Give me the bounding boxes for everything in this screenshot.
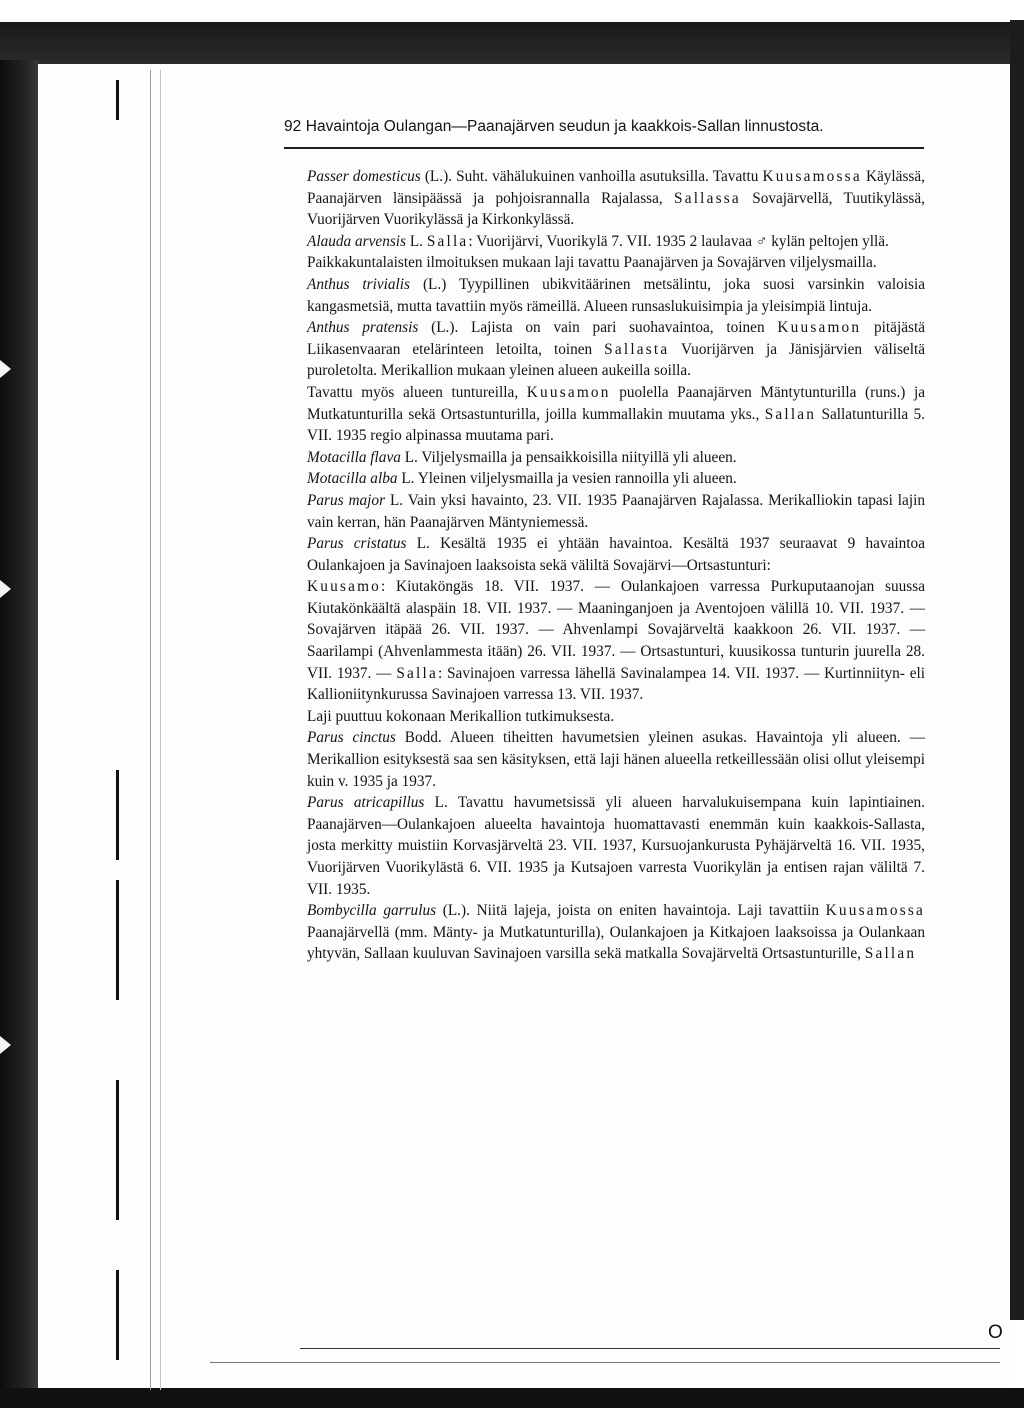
species-name: Anthus trivialis (307, 275, 411, 293)
paragraph (285, 706, 925, 728)
paragraph-text: L. Viljelysmailla ja pensaikkoisilla niityillä yli alueen. (400, 448, 737, 466)
paragraph-text: pitäjästä Liikasenvaaran etelärinteen letoilta, toinen (307, 319, 925, 358)
paragraph (285, 382, 925, 447)
spaced-locality: Kuusamossa (825, 902, 925, 920)
spaced-locality: Sallasta (604, 340, 670, 358)
running-title: Havaintoja Oulangan—Paanajärven seudun ja kaakkois-Sallan linnustosta. (305, 118, 824, 135)
paragraph-text: (L.) Tyypillinen ubikvitäärinen metsälintu, joka suosi varsinkin valoisia kangasmetsiä, mutta tavattiin myös rämeillä. Alueen runsaslukuisimpia ja yleisimpiä lintuja. (307, 275, 925, 315)
paragraph-text: Paikkakuntalaisten ilmoituksen mukaan laji tavattu Paanajärven ja Sovajärven viljelysmailla. (307, 254, 877, 272)
paragraph (285, 447, 925, 469)
article-body (285, 166, 925, 965)
species-name: Parus cristatus (307, 535, 407, 553)
paragraph-text: Bodd. Alueen tiheitten havumetsien yleinen asukas. Havaintoja yli alueen. — Merikallion esityksestä saa sen käsityksen, että laji hänen alueella retkeillessään olisi ollut yleisempi kuin v. 1935 ja 1937. (307, 729, 925, 790)
species-name: Parus atricapillus (307, 794, 425, 812)
species-name: Alauda arvensis (307, 232, 406, 250)
paragraph-text: L. Yleinen viljelysmailla ja vesien rannoilla yli alueen. (397, 470, 737, 488)
spaced-locality: Sallan (864, 945, 917, 963)
species-name: Parus major (307, 491, 386, 509)
scan-notch (0, 1036, 11, 1054)
scan-left-edge (0, 60, 38, 1400)
spaced-locality: Kuusamon (526, 383, 611, 401)
bottom-rule (300, 1348, 1000, 1349)
paragraph-text: L. Vain yksi havainto, 23. VII. 1935 Paanajärven Rajalassa. Merikalliokin tapasi lajin vain kerran, hän Paanajärven Mäntyniemessä. (307, 491, 925, 531)
margin-mark: O (988, 1322, 1003, 1343)
bottom-rule (210, 1362, 1000, 1363)
scan-right-edge (1010, 20, 1024, 1320)
paragraph-text: : Vuorijärvi, Vuorikylä 7. VII. 1935 2 laulavaa ♂ kylän peltojen yllä. (468, 232, 889, 250)
spaced-locality: Sallan (764, 405, 817, 423)
spaced-locality: Kuusamon (777, 319, 862, 337)
species-name: Bombycilla garrulus (307, 902, 437, 920)
scan-top-edge (0, 22, 1024, 64)
page-number: 92 (284, 118, 302, 135)
scan-notch (0, 360, 11, 378)
paragraph-text: Paanajärvellä (mm. Mänty- ja Mutkatunturilla), Oulankajoen ja Kitkajoen laaksoissa ja Oulankaan yhtyvän, Sallaan kuuluvan Savinajoen varsilla sekä matkalla Sovajärveltä Ortsastunturille, (307, 923, 925, 963)
species-name: Passer domesticus (307, 168, 421, 185)
paragraph (285, 533, 925, 576)
paragraph-text: : Kiutaköngäs 18. VII. 1937. — Oulankajoen varressa Purkuputaanojan suussa Kiutakönkäältä alaspäin 18. VII. 1937. — Maaninganjoen ja Aventojoen välillä 10. VII. 1937. — Sovajärven itäpää 26. VII. 1937. — Ahvenlampi Sovajärveltä kaakkoon 26. VII. 1937. — Saarilampi (Ahvenlammesta itään) 26. VII. 1937. — Ortsastunturi, kuusikossa tunturin juurella 28. VII. 1937. — (307, 578, 925, 682)
paragraph-text: (L.). Niitä lajeja, joista on eniten havaintoja. Laji tavattiin (436, 902, 826, 920)
paragraph-text: : Savinajoen varressa lähellä Savinalampea 14. VII. 1937. — Kurtinniityn- eli Kallioniitynkurussa Savinajoen varressa 13. VII. 1937. (307, 664, 925, 704)
spaced-locality: Salla (426, 232, 469, 250)
paragraph-text: L. Tavattu havumetsissä yli alueen harvalukuisempana kuin lapintiainen. Paanajärven—Oulankajoen alueelta havaintoja huomattavasti enemmän kuin kaakkois-Sallasta, josta merkitty muistiin Korvasjärveltä 23. VII. 1937, Kursuojankurusta Pyhäjärveltä 16. VII. 1935, Vuorijärven Vuorikylästä 6. VII. 1935 ja Kutsajoen varresta Vuorikylän ja entisen rajan väliltä 7. VII. 1935. (307, 794, 925, 898)
spaced-locality: Salla (396, 664, 438, 682)
paragraph (285, 900, 925, 965)
paragraph (285, 727, 925, 792)
paragraph-text: Tavattu myös alueen tuntureilla, (307, 383, 527, 401)
binding-marks (116, 70, 122, 1370)
paragraph (285, 317, 925, 382)
page-fold-line (150, 70, 151, 1390)
scan-notch (0, 580, 11, 598)
spaced-locality: Kuusamossa (762, 168, 862, 185)
paragraph-text: puolella Paanajärven Mäntytunturilla (runs.) ja Mutkatunturilla sekä Ortsastunturilla, joilla kummallakin muutama yks., (307, 383, 925, 423)
paragraph (285, 468, 925, 490)
species-name: Motacilla flava (307, 448, 401, 466)
page-fold-line (160, 70, 161, 1390)
paragraph-text: L. Kesältä 1935 ei yhtään havaintoa. Kesältä 1937 seuraavat 9 havaintoa Oulankajoen ja Savinajoen laaksoista sekä väliltä Sovajärvi—Ortsastunturi: (307, 535, 925, 574)
spaced-locality: Kuusamo (307, 578, 382, 596)
paragraph-text: (L.). Suht. vähälukuinen vanhoilla asutuksilla. Tavattu (420, 168, 763, 185)
paragraph-text: Käylässä, Paanajärven länsipäässä ja pohjoisrannalla Rajalassa, (307, 168, 925, 207)
paragraph-text: Laji puuttuu kokonaan Merikallion tutkimuksesta. (307, 707, 615, 725)
paragraph-text: Sovajärvellä, Tuutikylässä, Vuorijärven Vuorikylässä ja Kirkonkylässä. (307, 189, 925, 229)
paragraph-text: L. (406, 232, 427, 250)
header-rule (284, 147, 924, 149)
paragraph (285, 231, 925, 253)
paragraph-text: Sallatunturilla 5. VII. 1935 regio alpinassa muutama pari. (307, 405, 925, 445)
species-name: Motacilla alba (307, 470, 398, 488)
paragraph-text: Vuorijärven ja Jänisjärvien väliseltä puroletolta. Merikallion mukaan yleinen alueen aukeilla soilla. (307, 340, 925, 380)
paragraph (285, 576, 925, 706)
species-name: Parus cinctus (307, 729, 396, 747)
paragraph-text: (L.). Lajista on vain pari suohavaintoa, toinen (418, 319, 778, 337)
species-name: Anthus pratensis (307, 319, 419, 337)
scan-bottom-edge (0, 1388, 1024, 1408)
paragraph (285, 792, 925, 900)
paragraph (285, 166, 925, 231)
spaced-locality: Sallassa (674, 189, 741, 207)
running-header (284, 118, 924, 136)
paragraph (285, 274, 925, 317)
paragraph (285, 252, 925, 274)
paragraph (285, 490, 925, 533)
